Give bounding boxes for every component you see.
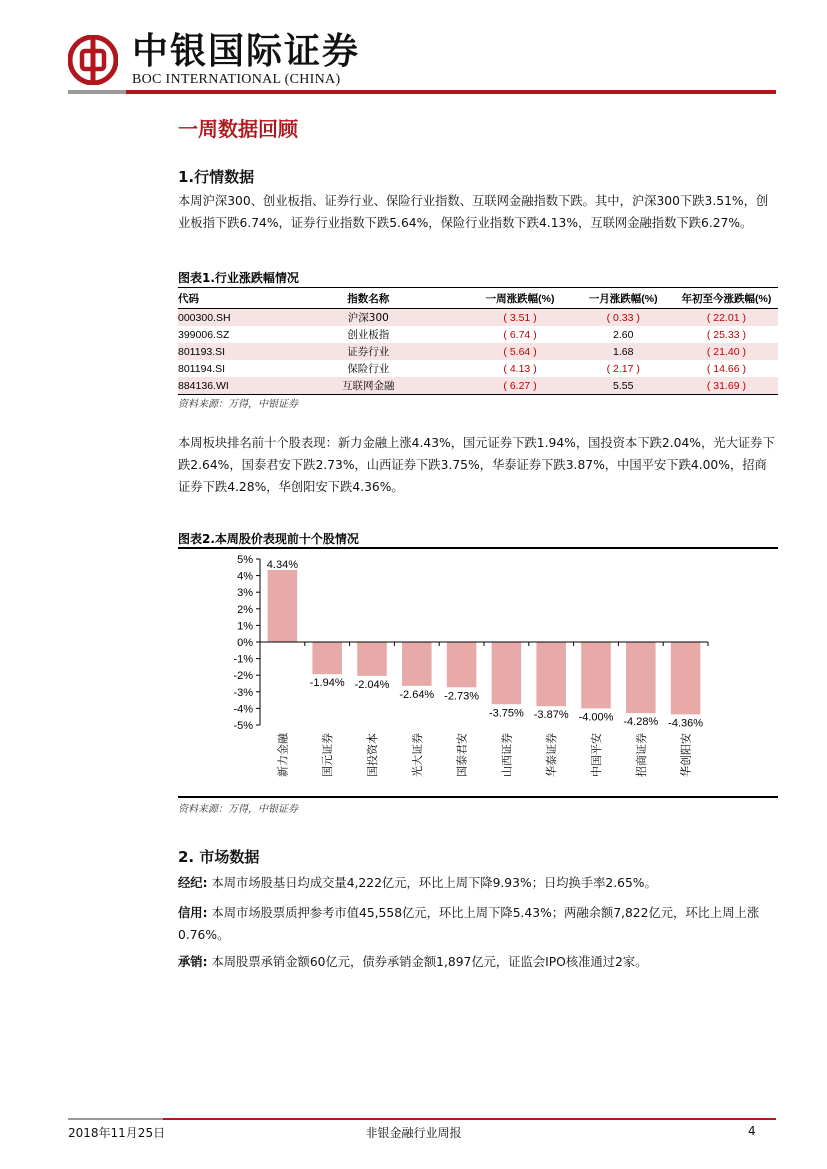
category-label: 光大证券 [410,733,424,777]
bar [447,642,477,687]
col-header-ytd-change: 年初至今涨跌幅(%) [675,288,778,309]
data-label: -3.87% [533,709,569,722]
credit-label: 信用: [178,906,208,920]
y-tick-label: 1% [237,620,253,633]
underwriting-label: 承销: [178,955,208,969]
cell-code: 884136.WI [178,377,268,395]
cell-index-name: 证券行业 [268,343,468,360]
underwriting-text: 本周股票承销金额60亿元，债券承销金额1,897亿元，证监会IPO核准通过2家。 [211,955,648,969]
table1-title: 图表1.行业涨跌幅情况 [178,271,299,285]
bar [492,642,522,704]
cell-index-name: 沪深300 [268,309,468,327]
market-paragraph: 本周沪深300、创业板指、证券行业、保险行业指数、互联网金融指数下跌。其中，沪深300下跌3.51%，创业板指下跌6.74%，证券行业指数下跌5.64%，保险行业指数下跌4.13%，互联网金融指数下跌6.27%。 [178,194,769,230]
col-header-month-change: 一月涨跌幅(%) [572,288,675,309]
col-header-index-name: 指数名称 [268,288,468,309]
cell-month-change: 2.60 [613,328,634,341]
y-tick-label: 0% [237,637,253,649]
data-label: -4.28% [623,716,659,729]
index-performance-table [178,287,778,395]
footer-divider-red [163,1118,776,1120]
y-tick-label: -3% [233,686,253,699]
data-label: -1.94% [309,677,345,690]
cell-week-change: ( 6.74 ) [503,328,537,341]
brokerage-text: 本周市场股基日均成交量4,222亿元，环比上周下降9.93%；日均换手率2.65%。 [211,876,657,890]
y-tick-label: 5% [237,554,253,566]
category-label: 新力金融 [276,733,290,777]
chart-source: 资料来源：万得，中银证券 [178,804,298,815]
cell-index-name: 互联网金融 [268,377,468,395]
cell-code: 000300.SH [178,309,268,327]
cell-month-change: ( 2.17 ) [606,362,640,375]
table1-source: 资料来源：万得，中银证券 [178,399,298,410]
footer-date: 2018年11月25日 [68,1126,166,1140]
market-heading: 1.行情数据 [178,168,255,186]
credit-paragraph [178,902,778,946]
data-label: -2.64% [399,688,435,701]
bar [402,642,432,686]
data-label: -4.36% [668,717,704,730]
cell-ytd-change: ( 22.01 ) [675,309,778,327]
brand-name-cn: 中银国际证券 [132,30,361,72]
bar [357,642,387,676]
cell-code: 801193.SI [178,343,268,360]
header-divider-grey [68,90,126,94]
y-tick-label: -4% [233,703,253,716]
cell-week-change: ( 3.51 ) [468,309,571,327]
table-header-row [178,288,778,309]
table-row [178,309,778,327]
cell-week-change: ( 5.64 ) [468,343,571,360]
category-label: 山西证券 [500,733,514,777]
cell-code: 399006.SZ [178,328,230,341]
col-header-code: 代码 [178,288,268,309]
data-label: -3.75% [488,707,524,720]
bar [626,642,656,713]
bar [581,642,611,708]
category-label: 华泰证券 [545,733,559,777]
brokerage-label: 经纪: [178,876,208,890]
table-row [178,343,778,360]
cell-ytd-change: ( 31.69 ) [675,377,778,395]
bar [536,642,566,706]
y-tick-label: -1% [233,653,253,666]
cell-index-name: 创业板指 [347,329,390,341]
cell-month-change: 1.68 [572,343,675,360]
bar [312,642,342,674]
boc-logo-icon [68,35,118,85]
footer-report-title: 非银金融行业周报 [365,1126,462,1140]
cell-index-name: 保险行业 [347,363,390,375]
credit-text: 本周市场股票质押参考市值45,558亿元，环比上周下降5.43%；两融余额7,822亿元，环比上周上涨0.76%。 [178,906,760,942]
brokerage-paragraph [178,872,778,894]
stocks-paragraph: 本周板块排名前十个股表现：新力金融上涨4.43%，国元证券下跌1.94%，国投资本下跌2.04%，光大证券下跌2.64%，国泰君安下跌2.73%，山西证券下跌3.75%，华泰证券下跌3.87%，中国平安下跌4.00%，招商证券下跌4.28%，华创阳安下跌4.36%。 [178,436,775,494]
bar [671,642,701,714]
category-label: 招商证券 [634,733,648,777]
table-row [178,377,778,395]
y-tick-label: 2% [237,603,253,616]
page-number: 4 [748,1124,756,1138]
category-label: 国元证券 [321,733,335,777]
stock-performance-chart [178,548,778,795]
market-data-heading: 2. 市场数据 [178,848,260,866]
section-title: 一周数据回顾 [178,117,298,141]
category-label: 国投资本 [366,733,379,777]
data-label: -4.00% [578,711,614,724]
bar [268,570,298,642]
y-tick-label: 4% [237,570,253,583]
data-label: -2.04% [354,678,390,691]
chart-title: 图表2.本周股价表现前十个股情况 [178,532,359,546]
cell-week-change: ( 6.27 ) [468,377,571,395]
brand-name-en: BOC INTERNATIONAL (CHINA) [132,72,341,87]
y-tick-label: -5% [233,720,253,732]
col-header-week-change: 一周涨跌幅(%) [468,288,571,309]
table-row [178,326,778,343]
header-divider-red [126,90,776,94]
y-tick-label: -2% [233,670,253,683]
underwriting-paragraph [178,951,778,973]
table-row [178,360,778,377]
cell-ytd-change: ( 25.33 ) [706,328,746,341]
data-label: -2.73% [444,690,480,703]
cell-week-change: ( 4.13 ) [503,362,537,375]
category-label: 华创阳安 [679,733,693,777]
chart-bottom-rule [178,796,778,798]
cell-ytd-change: ( 21.40 ) [675,343,778,360]
category-label: 国泰君安 [455,733,469,777]
cell-code: 801194.SI [178,362,226,375]
y-tick-label: 3% [237,587,253,600]
cell-ytd-change: ( 14.66 ) [706,362,746,375]
footer-divider-grey [68,1118,163,1120]
cell-month-change: 5.55 [572,377,675,395]
data-label: 4.34% [266,558,299,571]
cell-month-change: ( 0.33 ) [572,309,675,327]
category-label: 中国平安 [590,733,603,777]
